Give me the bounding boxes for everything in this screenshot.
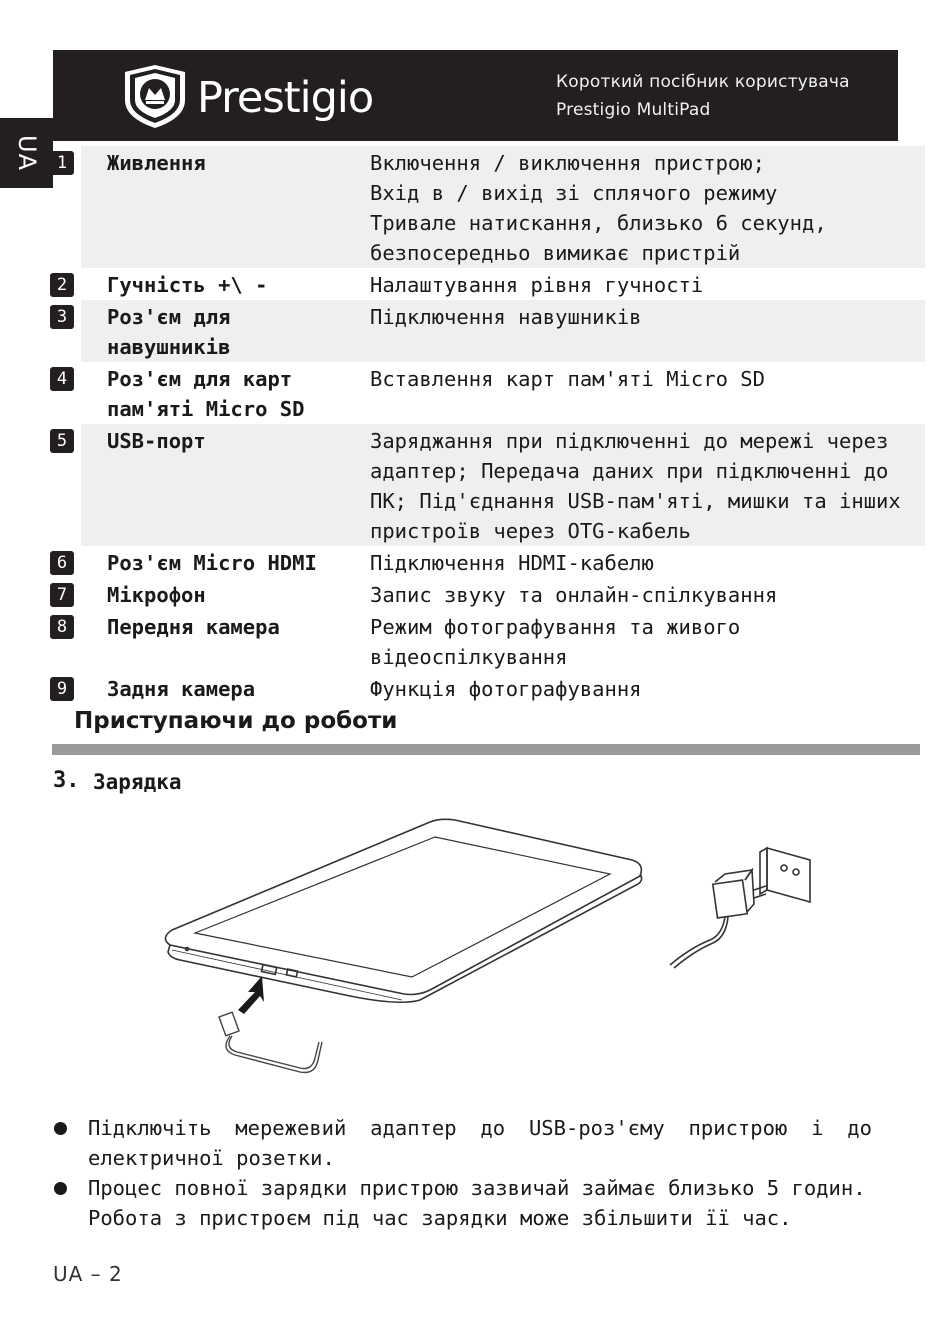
spec-name-line: Задня камера bbox=[107, 677, 256, 701]
spec-description bbox=[370, 578, 925, 610]
spec-description-line: Підключення навушників bbox=[370, 305, 642, 329]
spec-name-line: навушників bbox=[107, 335, 231, 359]
spec-description-line: Тривале натискання, близько 6 секунд, bbox=[370, 211, 827, 235]
spec-name-line: Роз'єм Micro HDMI bbox=[107, 551, 317, 575]
spec-description bbox=[370, 546, 925, 578]
item-number-badge: 8 bbox=[50, 615, 74, 639]
language-tab bbox=[0, 118, 53, 188]
spec-name bbox=[81, 362, 370, 424]
spec-description bbox=[370, 268, 925, 300]
brand-wordmark: Prestigio bbox=[197, 73, 374, 123]
bullet-item bbox=[52, 1113, 872, 1173]
spec-name-line: Роз'єм для карт bbox=[107, 367, 293, 391]
product-name: Prestigio MultiPad bbox=[556, 100, 711, 120]
spec-description-line: Підключення HDMI-кабелю bbox=[370, 551, 654, 575]
spec-name bbox=[81, 424, 370, 546]
section-divider bbox=[52, 744, 920, 755]
spec-name-line: Мікрофон bbox=[107, 583, 206, 607]
spec-name bbox=[81, 546, 370, 578]
item-number-badge: 3 bbox=[50, 305, 74, 329]
spec-row bbox=[50, 672, 925, 704]
spec-description bbox=[370, 300, 925, 362]
header-text bbox=[556, 68, 850, 124]
spec-name-line: USB-порт bbox=[107, 429, 206, 453]
item-number-badge: 9 bbox=[50, 677, 74, 701]
bullet-dot-icon bbox=[54, 1182, 67, 1195]
spec-row bbox=[50, 146, 925, 268]
bullet-item bbox=[52, 1173, 872, 1233]
bullet-line: Підключіть мережевий адаптер до USB-роз'єму пристрою і до bbox=[88, 1116, 872, 1140]
spec-description bbox=[370, 146, 925, 268]
spec-description-line: Режим фотографування та живого bbox=[370, 615, 741, 639]
item-number-badge: 1 bbox=[50, 151, 74, 175]
spec-description bbox=[370, 672, 925, 704]
spec-row bbox=[50, 300, 925, 362]
item-number-badge: 2 bbox=[50, 273, 74, 297]
page-number: UA – 2 bbox=[53, 1262, 123, 1286]
bullet-line: електричної розетки. bbox=[88, 1146, 335, 1170]
page-header bbox=[53, 50, 898, 141]
spec-description bbox=[370, 610, 925, 672]
spec-name-line: пам'яті Micro SD bbox=[107, 397, 305, 421]
bullet-dot-icon bbox=[54, 1122, 67, 1135]
spec-row bbox=[50, 578, 925, 610]
spec-row bbox=[50, 362, 925, 424]
spec-description-line: Налаштування рівня гучності bbox=[370, 273, 704, 297]
tablet-drawing bbox=[165, 819, 641, 1002]
item-number-badge: 6 bbox=[50, 551, 74, 575]
spec-row bbox=[50, 546, 925, 578]
spec-description-line: Вставлення карт пам'яті Micro SD bbox=[370, 367, 765, 391]
spec-name-line: Роз'єм для bbox=[107, 305, 231, 329]
spec-row bbox=[50, 268, 925, 300]
section-title: Приступаючи до роботи bbox=[74, 708, 398, 734]
spec-name-line: Гучність +\ - bbox=[107, 273, 268, 297]
spec-row bbox=[50, 424, 925, 546]
item-number-badge: 7 bbox=[50, 583, 74, 607]
spec-name bbox=[81, 578, 370, 610]
spec-name bbox=[81, 672, 370, 704]
language-code: UA bbox=[12, 135, 41, 171]
spec-name bbox=[81, 146, 370, 268]
spec-name bbox=[81, 610, 370, 672]
subsection-number: 3. bbox=[53, 768, 80, 793]
arrow-icon bbox=[238, 976, 264, 1014]
spec-description bbox=[370, 362, 925, 424]
spec-name-line: Передня камера bbox=[107, 615, 280, 639]
item-number-badge: 5 bbox=[50, 429, 74, 453]
charging-illustration bbox=[150, 810, 830, 1090]
spec-description-line: Вхід в / вихід зі сплячого режиму bbox=[370, 181, 778, 205]
spec-table bbox=[50, 146, 925, 704]
subsection-title: Зарядка bbox=[93, 770, 182, 794]
spec-description-line: Включення / виключення пристрою; bbox=[370, 151, 765, 175]
spec-description-line: пристроїв через OTG-кабель bbox=[370, 519, 691, 543]
spec-name bbox=[81, 268, 370, 300]
usb-cable-drawing bbox=[219, 1012, 322, 1072]
spec-description-line: Запис звуку та онлайн-спілкування bbox=[370, 583, 778, 607]
spec-row bbox=[50, 610, 925, 672]
guide-title: Короткий посібник користувача bbox=[556, 72, 850, 92]
spec-description-line: ПК; Під'єднання USB-пам'яті, мишки та інших bbox=[370, 489, 901, 513]
spec-name bbox=[81, 300, 370, 362]
bullet-line: Робота з пристроєм під час зарядки може збільшити її час. bbox=[88, 1206, 792, 1230]
bullet-line: Процес повної зарядки пристрою зазвичай займає близько 5 годин. bbox=[88, 1176, 866, 1200]
spec-description-line: безпосередньо вимикає пристрій bbox=[370, 241, 741, 265]
bullet-list bbox=[52, 1113, 872, 1233]
item-number-badge: 4 bbox=[50, 367, 74, 391]
spec-description-line: відеоспілкування bbox=[370, 645, 568, 669]
spec-description bbox=[370, 424, 925, 546]
spec-name-line: Живлення bbox=[107, 151, 206, 175]
spec-description-line: Функція фотографування bbox=[370, 677, 642, 701]
power-adapter-drawing bbox=[670, 848, 810, 968]
prestigio-logo bbox=[119, 62, 419, 130]
spec-description-line: Заряджання при підключенні до мережі через bbox=[370, 429, 889, 453]
spec-description-line: адаптер; Передача даних при підключенні до bbox=[370, 459, 889, 483]
